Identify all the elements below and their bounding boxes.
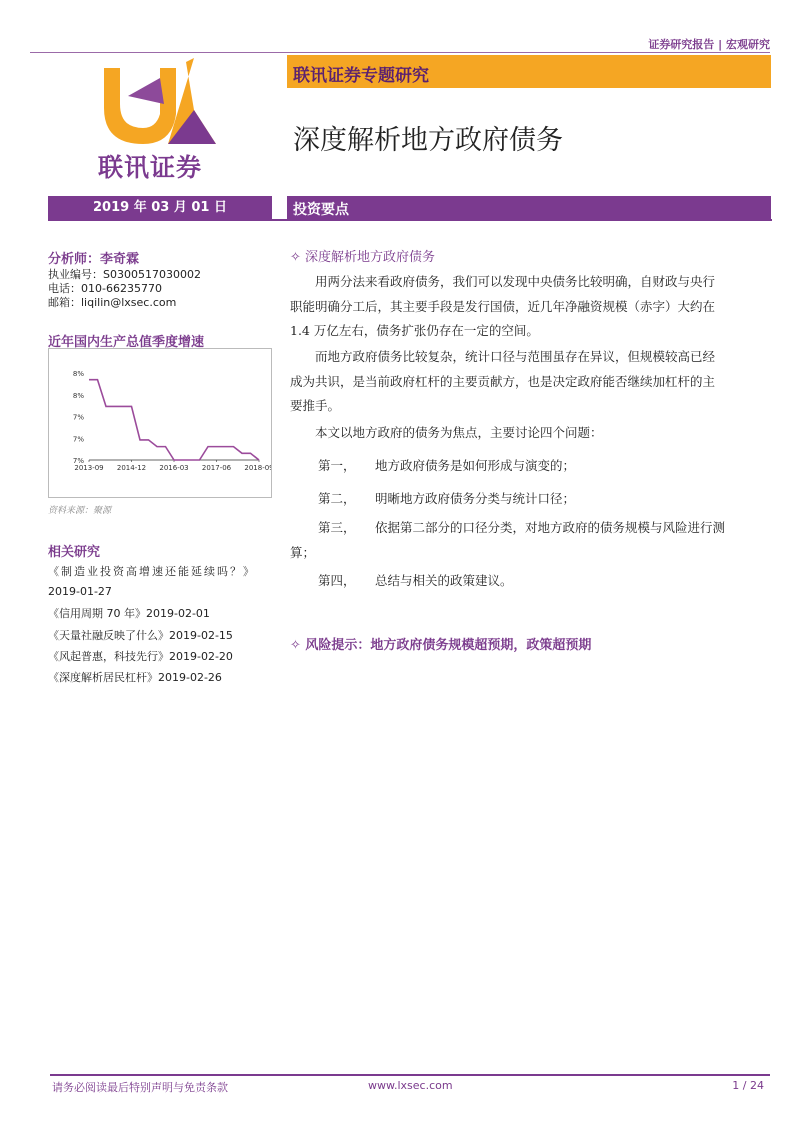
paragraph-1	[290, 270, 772, 344]
list-item	[318, 489, 575, 507]
list-item	[318, 456, 575, 474]
paragraph-line: 职能明确分工后，其主要手段是发行国债，近几年净融资规模（赤字）大约在	[290, 298, 716, 314]
related-item[interactable]: 《深度解析居民杠杆》2019-02-26	[48, 671, 222, 684]
banner-bar	[287, 55, 771, 88]
key-points-label: 投资要点	[293, 202, 349, 218]
gdp-chart-svg	[49, 349, 271, 497]
date-bar	[48, 196, 272, 220]
analyst-email[interactable]: 邮箱：liqilin@lxsec.com	[48, 296, 177, 309]
section-divider	[48, 219, 772, 221]
paragraph-line: 成为共识，是当前政府杠杆的主要贡献方，也是决定政府能否继续加杠杆的主	[290, 373, 716, 389]
report-category: 证券研究报告 | 宏观研究	[648, 38, 770, 51]
paragraph-line: 用两分法来看政府债务，我们可以发现中央债务比较明确，自财政与央行	[315, 274, 716, 289]
related-item-date: 2019-01-27	[48, 585, 112, 598]
x-tick-label: 2013-09	[74, 464, 104, 472]
analyst-name: 分析师：李奇霖	[48, 252, 140, 267]
related-item[interactable]: 《风起普惠，科技先行》2019-02-20	[48, 650, 233, 663]
gdp-chart	[48, 348, 272, 498]
list-item	[318, 571, 513, 589]
x-tick-label: 2016-03	[159, 464, 189, 472]
y-tick-label: 7%	[72, 435, 84, 444]
header-divider	[30, 52, 770, 53]
chart-source: 资料来源：聚源	[48, 506, 112, 516]
company-logo	[98, 58, 223, 180]
key-points-bar	[287, 196, 771, 220]
risk-warning: ✧ 风险提示：地方政府债务规模超预期，政策超预期	[290, 638, 592, 653]
paragraph-line: 要推手。	[290, 398, 341, 413]
y-tick-label: 8%	[72, 391, 84, 400]
list-item-text: 总结与相关的政策建议。	[375, 573, 513, 588]
paragraph-2	[290, 345, 772, 419]
footer-website[interactable]: www.lxsec.com	[368, 1079, 453, 1092]
page-number: 1 / 24	[732, 1079, 764, 1092]
logo-icon	[98, 58, 223, 180]
x-tick-label: 2017-06	[201, 464, 232, 472]
report-date: 2019 年 03 月 01 日	[93, 200, 227, 215]
paragraph-line: 而地方政府债务比较复杂，统计口径与范围虽存在异议，但规模较高已经	[315, 349, 716, 364]
report-title: 深度解析地方政府债务	[293, 125, 563, 156]
paragraph-3: 本文以地方政府的债务为焦点，主要讨论四个问题：	[315, 425, 603, 440]
related-research-title: 相关研究	[48, 545, 101, 560]
related-item[interactable]: 《信用周期 70 年》2019-02-01	[48, 607, 210, 620]
list-item-label: 第二，	[318, 491, 356, 506]
list-item	[290, 516, 772, 565]
list-item-text: 依据第二部分的口径分类，对地方政府的债务规模与风险进行测	[375, 520, 726, 535]
list-item-label: 第四，	[318, 573, 356, 588]
y-tick-label: 7%	[72, 413, 84, 422]
section-heading: ✧ 深度解析地方政府债务	[290, 250, 436, 265]
list-item-text: 地方政府债务是如何形成与演变的；	[375, 458, 576, 473]
x-tick-label: 2014-12	[116, 464, 147, 472]
analyst-license: 执业编号：S0300517030002	[48, 268, 201, 281]
y-tick-label: 7%	[72, 457, 84, 465]
related-item[interactable]: 《天量社融反映了什么》2019-02-15	[48, 629, 233, 642]
list-item-text: 明晰地方政府债务分类与统计口径；	[375, 491, 576, 506]
footer-divider	[50, 1074, 770, 1076]
y-tick-label: 8%	[72, 370, 84, 378]
paragraph-line: 1.4 万亿左右，债务扩张仍存在一定的空间。	[290, 323, 539, 338]
banner-title: 联讯证券专题研究	[293, 66, 429, 86]
chart-title: 近年国内生产总值季度增速	[48, 335, 205, 350]
list-item-label: 第一，	[318, 458, 356, 473]
list-item-continuation: 算；	[290, 544, 316, 560]
logo-text: 联讯证券	[98, 153, 203, 180]
footer-disclaimer[interactable]: 请务必阅读最后特别声明与免责条款	[52, 1081, 228, 1094]
list-item-label: 第三，	[318, 520, 356, 535]
analyst-phone: 电话：010-66235770	[48, 282, 162, 295]
related-item[interactable]: 《制造业投资高增速还能延续吗？》	[48, 565, 256, 578]
gdp-growth-line	[89, 380, 259, 460]
x-tick-label: 2018-09	[244, 464, 271, 472]
